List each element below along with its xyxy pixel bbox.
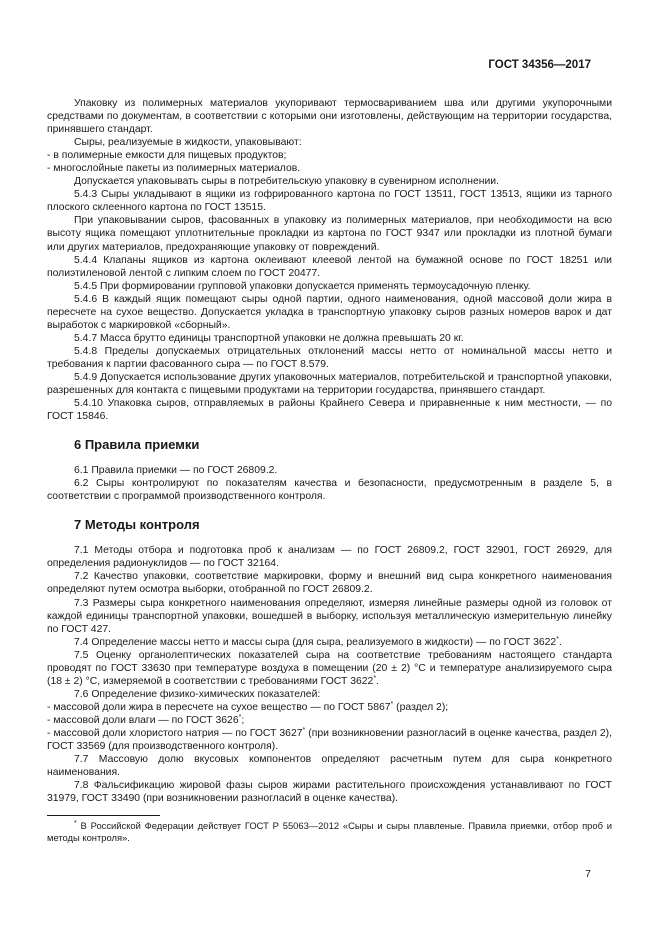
paragraph: 5.4.4 Клапаны ящиков из картона оклеивают клеевой лентой на бумажной основе по ГОСТ 18251 или полиэтиленовой лентой с липким слоем по ГОСТ 20477. xyxy=(47,254,612,279)
paragraph: 7.6 Определение физико-химических показателей: xyxy=(74,688,321,700)
paragraph: 5.4.10 Упаковка сыров, отправляемых в районы Крайнего Севера и приравненные к ним местности, — по ГОСТ 15846. xyxy=(47,398,612,423)
paragraph xyxy=(47,649,612,688)
footnote-body: В Российской Федерации действует ГОСТ Р 55063—2012 «Сыры и сыры плавленые. Правила приемки, отбор проб и методы контроля». xyxy=(47,820,612,843)
paragraph: 7.8 Фальсификацию жировой фазы сыров жирами растительного происхождения устанавливают по ГОСТ 31979, ГОСТ 33490 (при возникновении разногласий в оценке качества). xyxy=(47,780,612,805)
footnote-mark: * xyxy=(302,726,306,734)
section-7-heading: 7 Методы контроля xyxy=(74,517,200,533)
paragraph-text: - массовой доли влаги — по ГОСТ 3626 xyxy=(47,714,239,726)
footnote-mark: * xyxy=(238,713,242,721)
paragraph-text: 7.5 Оценку органолептических показателей сыра на соответствие требованиям настоящего стандарта проводят по ГОСТ 33630 при температуре воздуха в помещении (20 ± 2) °С и температуре анализируемого сыра (18 ± 2) °С, измеряемой в соответствии с требованиями ГОСТ 3622 xyxy=(47,649,612,687)
paragraph-text: ; xyxy=(241,714,245,726)
page-number: 7 xyxy=(585,868,591,880)
footnote-mark: * xyxy=(373,674,377,682)
paragraph: 7.7 Массовую долю вкусовых компонентов определяют расчетным путем для сыра конкретного наименования. xyxy=(47,754,612,779)
list-item xyxy=(47,714,612,727)
paragraph: 5.4.5 При формировании групповой упаковки допускается применять термоусадочную пленку. xyxy=(74,280,531,292)
paragraph: 6.2 Сыры контролируют по показателям качества и безопасности, предусмотренным в разделе 5, в соответствии с программой производственного контроля. xyxy=(47,478,612,503)
paragraph: 7.3 Размеры сыра конкретного наименования определяют, измеряя линейные размеры одной из головок от каждой единицы транспортной упаковки, вошедшей в выборку, используя металлическую измерительную линейку по ГОСТ 427. xyxy=(47,597,612,635)
paragraph: 5.4.9 Допускается использование других упаковочных материалов, потребительской и транспортной упаковки, разрешенных для контакта с пищевыми продуктами на территории государства, принявшего стандарт. xyxy=(47,371,612,397)
list-item: - в полимерные емкости для пищевых продуктов; xyxy=(47,150,287,162)
footnote-mark: * xyxy=(390,700,394,708)
paragraph-text: - массовой доли жира в пересчете на сухое вещество — по ГОСТ 5867 xyxy=(47,701,391,713)
paragraph: 6.1 Правила приемки — по ГОСТ 26809.2. xyxy=(74,465,278,477)
list-item: - многослойные пакеты из полимерных материалов. xyxy=(47,163,301,175)
document-header: ГОСТ 34356—2017 xyxy=(488,59,591,71)
paragraph-text: . xyxy=(376,675,379,687)
footnote-mark: * xyxy=(556,635,559,643)
paragraph: Допускается упаковывать сыры в потребительскую упаковку в сувенирном исполнении. xyxy=(74,176,499,188)
paragraph-text: (раздел 2); xyxy=(393,701,449,713)
footnote-mark: * xyxy=(74,820,77,827)
paragraph: 5.4.6 В каждый ящик помещают сыры одной партии, одного наименования, одной массовой доли жира в пересчете на сухое вещество. Допускается укладка в транспортную упаковку сыров разных номеров варок и дат выработок с маркировкой «сборный». xyxy=(47,293,612,331)
paragraph: 5.4.8 Пределы допускаемых отрицательных отклонений массы нетто от номинальной массы нетто и требования к партии фасованного сыра — по ГОСТ 8.579. xyxy=(47,345,612,370)
list-item xyxy=(47,727,612,753)
paragraph-text: (при возникновении разногласий в оценке качества, раздел 2), ГОСТ 33569 (для производственного контроля). xyxy=(47,727,612,753)
paragraph-text: . xyxy=(558,636,562,648)
footnote xyxy=(47,820,612,844)
paragraph xyxy=(47,636,612,649)
paragraph: Упаковку из полимерных материалов укупоривают термосвариванием шва или другими укупорочными средствами по документам, в соответствии с которыми они изготовлены, действующим на территории государства, принявшего стандарт. xyxy=(47,98,612,136)
footnote-text xyxy=(47,820,612,844)
list-item xyxy=(47,701,612,714)
paragraph: 5.4.3 Сыры укладывают в ящики из гофрированного картона по ГОСТ 13511, ГОСТ 13513, ящики из тарного плоского склеенного картона по ГОСТ 13515. xyxy=(47,189,612,214)
paragraph: При упаковывании сыров, фасованных в упаковку из полимерных материалов, при необходимости на всю высоту ящика помещают уплотнительные прокладки из картона по ГОСТ 9347 или прокладки из плотной бумаги или других материалов, предохраняющие упаковку от повреждений. xyxy=(47,215,612,253)
paragraph: Сыры, реализуемые в жидкости, упаковывают: xyxy=(74,137,302,149)
paragraph: 5.4.7 Масса брутто единицы транспортной упаковки не должна превышать 20 кг. xyxy=(74,332,464,344)
paragraph: 7.1 Методы отбора и подготовка проб к анализам — по ГОСТ 26809.2, ГОСТ 32901, ГОСТ 26929, для определения радионуклидов — по ГОСТ 32164. xyxy=(47,545,612,570)
footnote-divider xyxy=(47,815,160,816)
document-body xyxy=(47,97,612,805)
section-6-heading: 6 Правила приемки xyxy=(74,437,200,453)
paragraph: 7.2 Качество упаковки, соответствие маркировки, форму и внешний вид сыра конкретного наименования определяют путем осмотра выборки, отобранной по ГОСТ 26809.2. xyxy=(47,571,612,596)
paragraph-text: 7.4 Определение массы нетто и массы сыра (для сыра, реализуемого в жидкости) — по ГОСТ 3622 xyxy=(74,636,557,648)
paragraph-text: - массовой доли хлористого натрия — по ГОСТ 3627 xyxy=(47,727,303,739)
